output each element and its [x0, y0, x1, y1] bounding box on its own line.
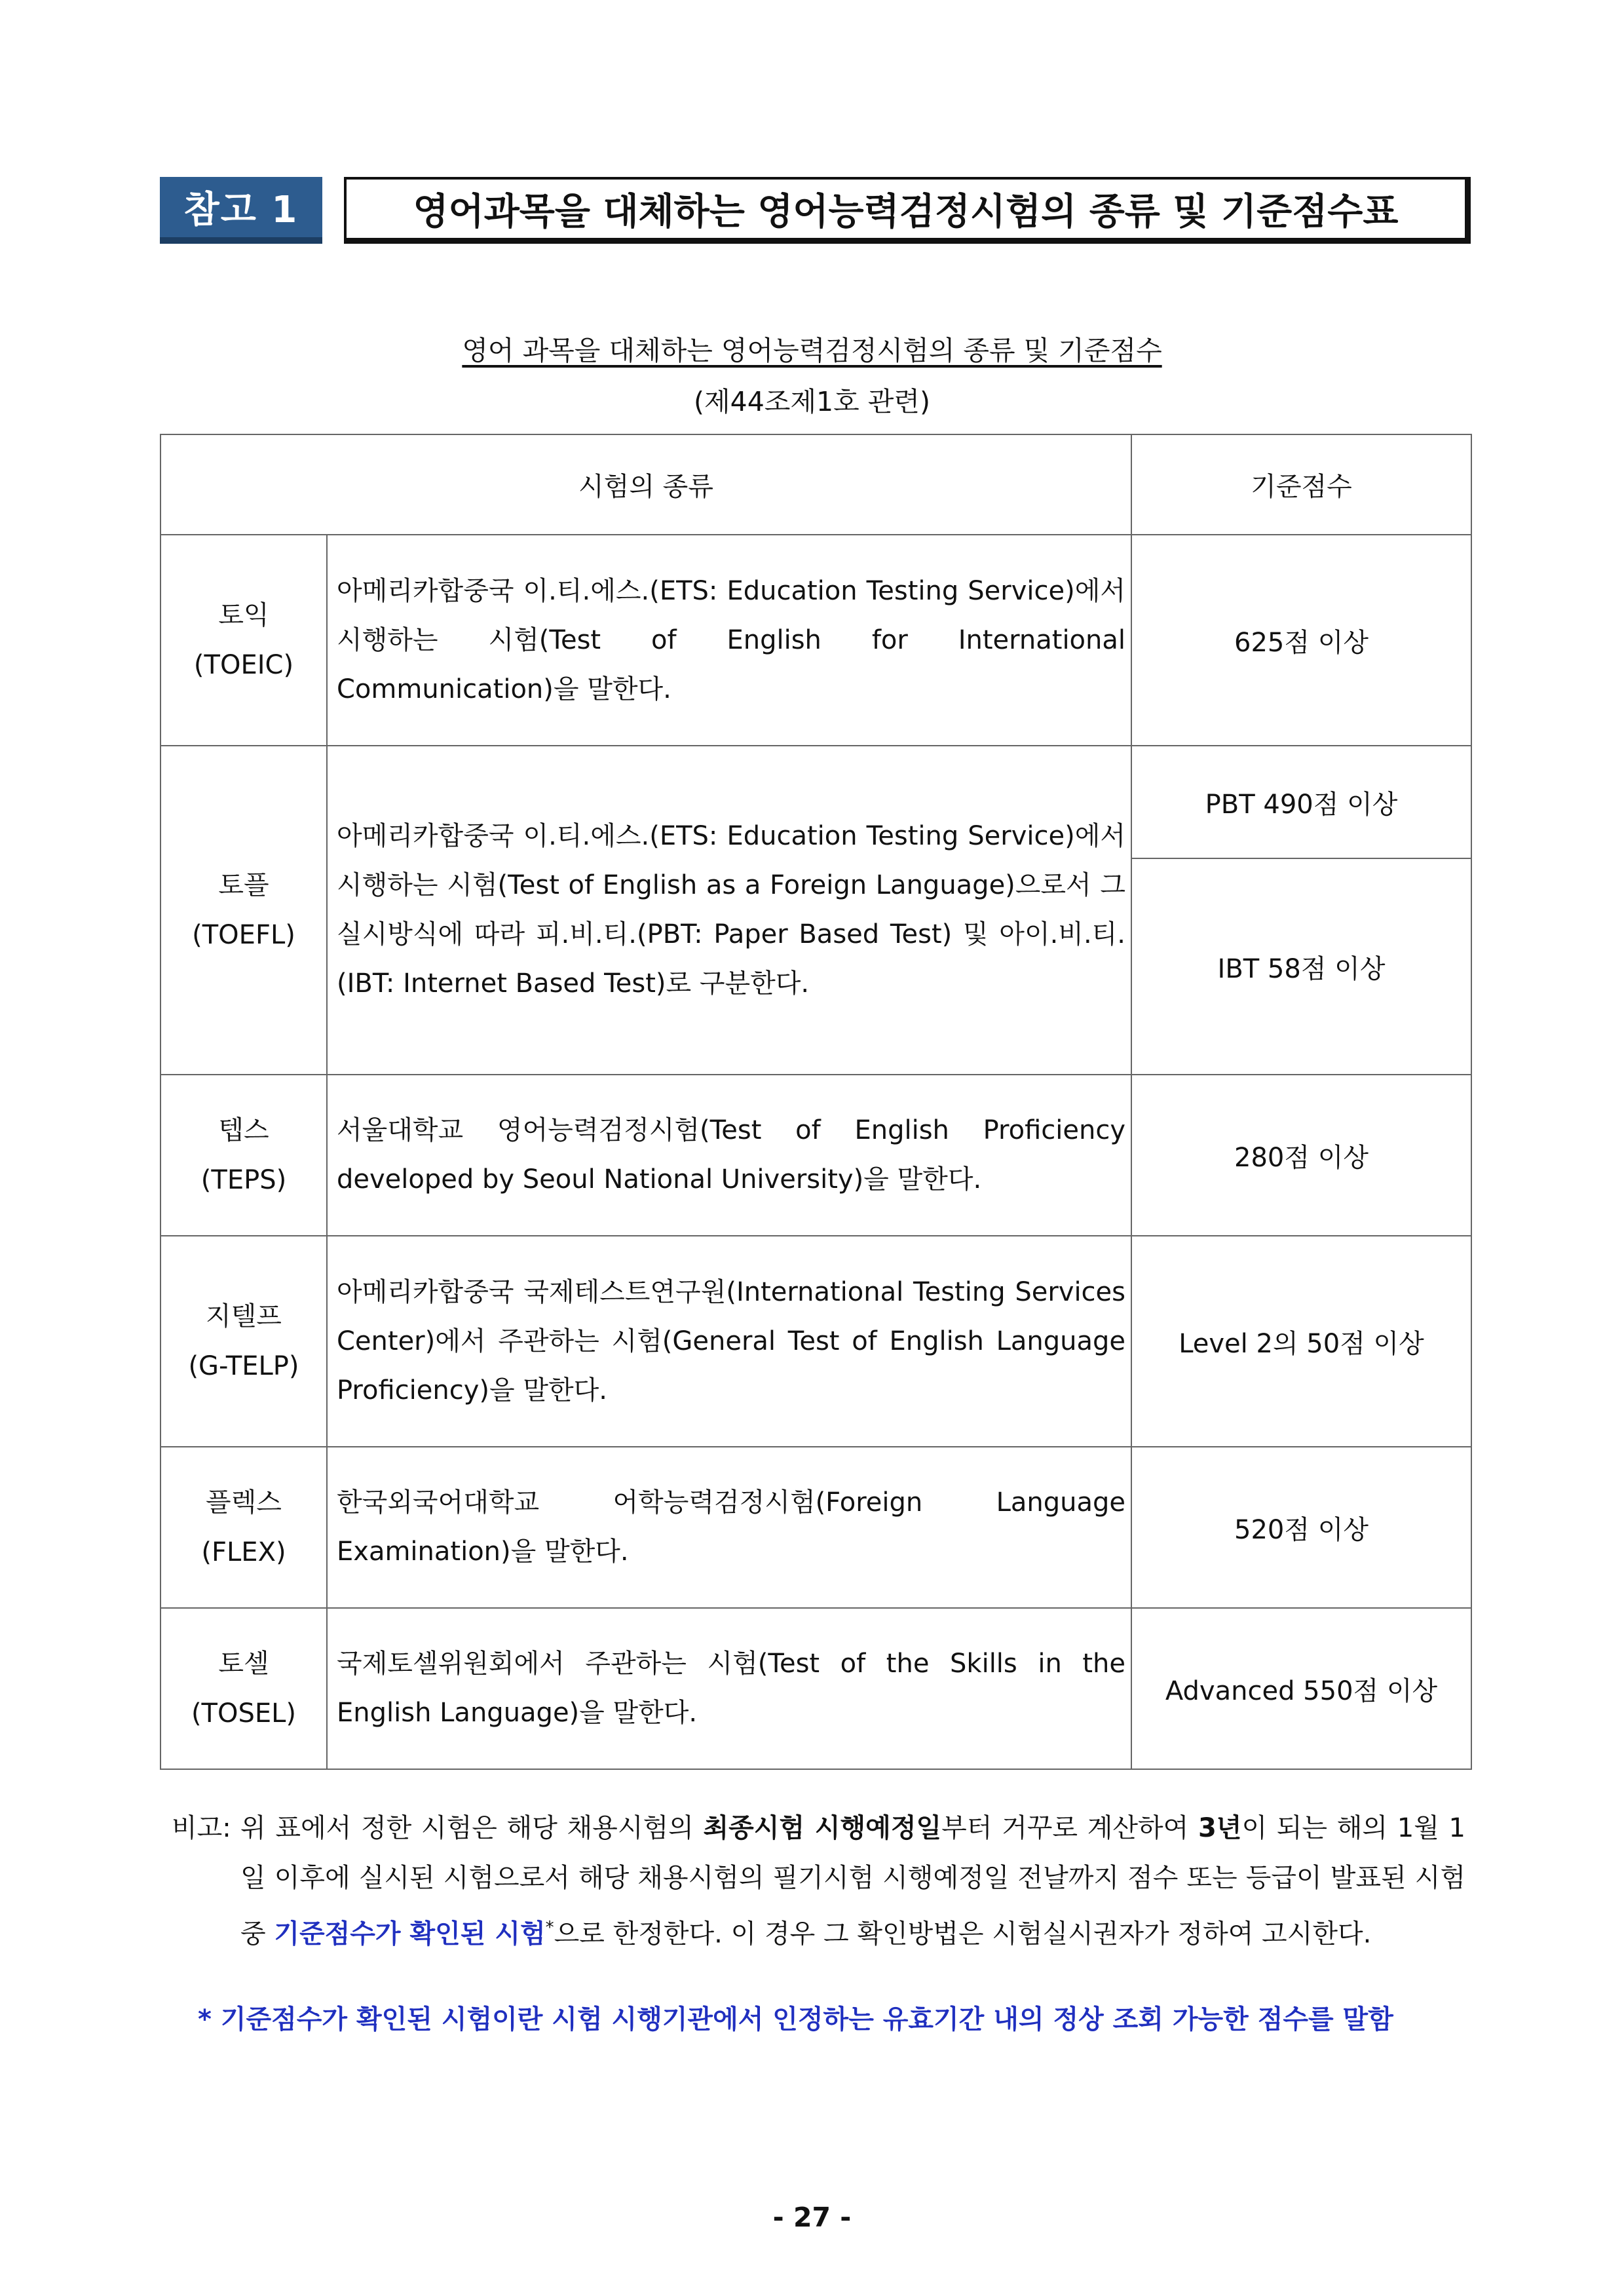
page-number: - 27 - [772, 2202, 852, 2233]
exam-name-ko: 토플 [218, 870, 269, 900]
document-title-text: 영어 과목을 대체하는 영어능력검정시험의 종류 및 기준점수 [462, 335, 1162, 366]
exam-score: Advanced 550점 이상 [1131, 1608, 1471, 1769]
remarks-footnote-marker: * [545, 1918, 554, 1938]
exam-name-en: (TOEIC) [193, 650, 294, 680]
exam-description: 한국외국어대학교 어학능력검정시험(Foreign Language Examination)을 말한다. [327, 1447, 1131, 1608]
header-exam-type: 시험의 종류 [161, 434, 1131, 535]
exam-name-en: (G-TELP) [188, 1351, 299, 1381]
remarks-label: 비고: [172, 1813, 231, 1843]
exam-description: 아메리카합중국 이.티.에스.(ETS: Education Testing Service)에서 시행하는 시험(Test of English as a Foreign Language)으로서 그 실시방식에 따라 피.비.티.(PBT: Paper Based Test) 및 아이.비.티.(IBT: Internet Based Test)로 구분한다. [327, 746, 1131, 1075]
table-row [161, 1075, 1471, 1236]
exam-name-cell [161, 1075, 327, 1236]
exam-name-ko: 플렉스 [206, 1487, 282, 1518]
exam-name-ko: 토셀 [218, 1649, 269, 1679]
exam-name-cell [161, 1608, 327, 1769]
exam-score: 520점 이상 [1131, 1447, 1471, 1608]
exam-name-ko: 텝스 [218, 1115, 269, 1145]
exam-description: 아메리카합중국 국제테스트연구원(International Testing Services Center)에서 주관하는 시험(General Test of English Language Proficiency)을 말한다. [327, 1236, 1131, 1447]
remarks-highlight: 기준점수가 확인된 시험 [274, 1919, 546, 1949]
remarks [172, 1803, 1465, 1959]
remarks-text-2: 부터 거꾸로 계산하여 [941, 1813, 1198, 1843]
exam-name-en: (TOEFL) [192, 920, 295, 950]
header-score: 기준점수 [1131, 434, 1471, 535]
remarks-text-4: 으로 한정한다. 이 경우 그 확인방법은 시험실시권자가 정하여 고시한다. [554, 1919, 1372, 1949]
exam-name-cell [161, 1236, 327, 1447]
table-row [161, 1608, 1471, 1769]
table-row [161, 1236, 1471, 1447]
remarks-text-3: 이 되는 해의 1월 1일 이후에 실시된 시험으로서 해당 채용시험의 필기시험 시행예정일 전날까지 점수 또는 등급이 발표된 시험 중 [240, 1813, 1465, 1949]
exam-description: 국제토셀위원회에서 주관하는 시험(Test of the Skills in the English Language)을 말한다. [327, 1608, 1131, 1769]
table-row [161, 746, 1471, 858]
exam-score: Level 2의 50점 이상 [1131, 1236, 1471, 1447]
document-subtitle: (제44조제1호 관련) [694, 386, 930, 417]
exam-name-en: (TOSEL) [191, 1698, 297, 1729]
table-header-row [161, 434, 1471, 535]
exam-name-cell [161, 535, 327, 746]
exam-score: 280점 이상 [1131, 1075, 1471, 1236]
remarks-body [240, 1803, 1465, 1959]
exam-name-en: (FLEX) [201, 1537, 286, 1567]
footnote: * 기준점수가 확인된 시험이란 시험 시행기관에서 인정하는 유효기간 내의 정상 조회 가능한 점수를 말함 [198, 2004, 1393, 2035]
exam-description: 아메리카합중국 이.티.에스.(ETS: Education Testing Service)에서 시행하는 시험(Test of English for International Communication)을 말한다. [327, 535, 1131, 746]
exam-score: 625점 이상 [1131, 535, 1471, 746]
remarks-bold-years: 3년 [1198, 1813, 1242, 1843]
exam-name-cell [161, 746, 327, 1075]
section-title: 영어과목을 대체하는 영어능력검정시험의 종류 및 기준점수표 [344, 177, 1471, 244]
exam-score-ibt: IBT 58점 이상 [1131, 858, 1471, 1075]
table-row [161, 535, 1471, 746]
exam-description: 서울대학교 영어능력검정시험(Test of English Proficiency developed by Seoul National University)을 말한다. [327, 1075, 1131, 1236]
remarks-bold-date: 최종시험 시행예정일 [703, 1813, 942, 1843]
exam-name-cell [161, 1447, 327, 1608]
section-badge: 참고 1 [160, 177, 322, 244]
exam-score-pbt: PBT 490점 이상 [1131, 746, 1471, 858]
exam-table [160, 434, 1472, 1770]
exam-name-ko: 지텔프 [206, 1301, 282, 1331]
table-row [161, 1447, 1471, 1608]
exam-name-ko: 토익 [218, 600, 269, 630]
document-title [0, 329, 1624, 368]
remarks-text-1: 위 표에서 정한 시험은 해당 채용시험의 [240, 1813, 704, 1843]
exam-name-en: (TEPS) [200, 1165, 287, 1195]
